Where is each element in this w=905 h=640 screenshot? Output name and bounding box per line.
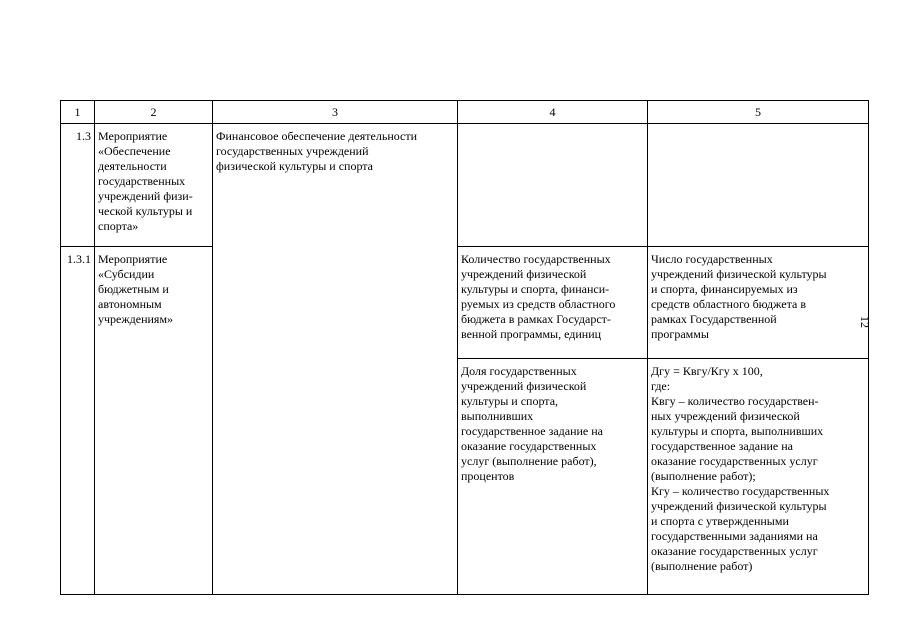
header-cell-4: 4 xyxy=(458,101,648,124)
formula-cell: Число государственных учреждений физической культуры и спорта, финансируемых из средств областного бюджета в рамках Государственной программы xyxy=(648,247,869,359)
page-number: 12 xyxy=(858,316,872,328)
header-cell-3: 3 xyxy=(213,101,458,124)
header-cell-1: 1 xyxy=(61,101,95,124)
program-table xyxy=(60,100,869,595)
formula-cell xyxy=(648,124,869,247)
indicator-cell: Доля государственных учреждений физической культуры и спорта, выполнивших государственное задание на оказание государственных услуг (выполнение работ), процентов xyxy=(458,359,648,595)
formula-cell: Дгу = Квгу/Кгу х 100, где: Квгу – количество государствен- ных учреждений физической культуры и спорта, выполнивших государственное задание на оказание государственных услуг (выполнение работ); Кгу – количество государственных учреждений физической культуры и спорта с утвержденными государственными заданиями на оказание государственных услуг (выполнение работ) xyxy=(648,359,869,595)
activity-goal: Финансовое обеспечение деятельности государственных учреждений физической культуры и спорта xyxy=(213,124,458,595)
header-cell-2: 2 xyxy=(95,101,213,124)
row-number: 1.3.1 xyxy=(61,247,95,595)
table-row xyxy=(61,124,869,247)
table-row xyxy=(61,247,869,359)
activity-name: Мероприятие «Обеспечение деятельности государственных учреждений физи- ческой культуры и спорта» xyxy=(95,124,213,247)
row-number: 1.3 xyxy=(61,124,95,247)
header-row xyxy=(61,101,869,124)
header-cell-5: 5 xyxy=(648,101,869,124)
activity-name: Мероприятие «Субсидии бюджетным и автономным учреждениям» xyxy=(95,247,213,595)
indicator-cell: Количество государственных учреждений физической культуры и спорта, финанси- руемых из средств областного бюджета в рамках Государст- венной программы, единиц xyxy=(458,247,648,359)
indicator-cell xyxy=(458,124,648,247)
